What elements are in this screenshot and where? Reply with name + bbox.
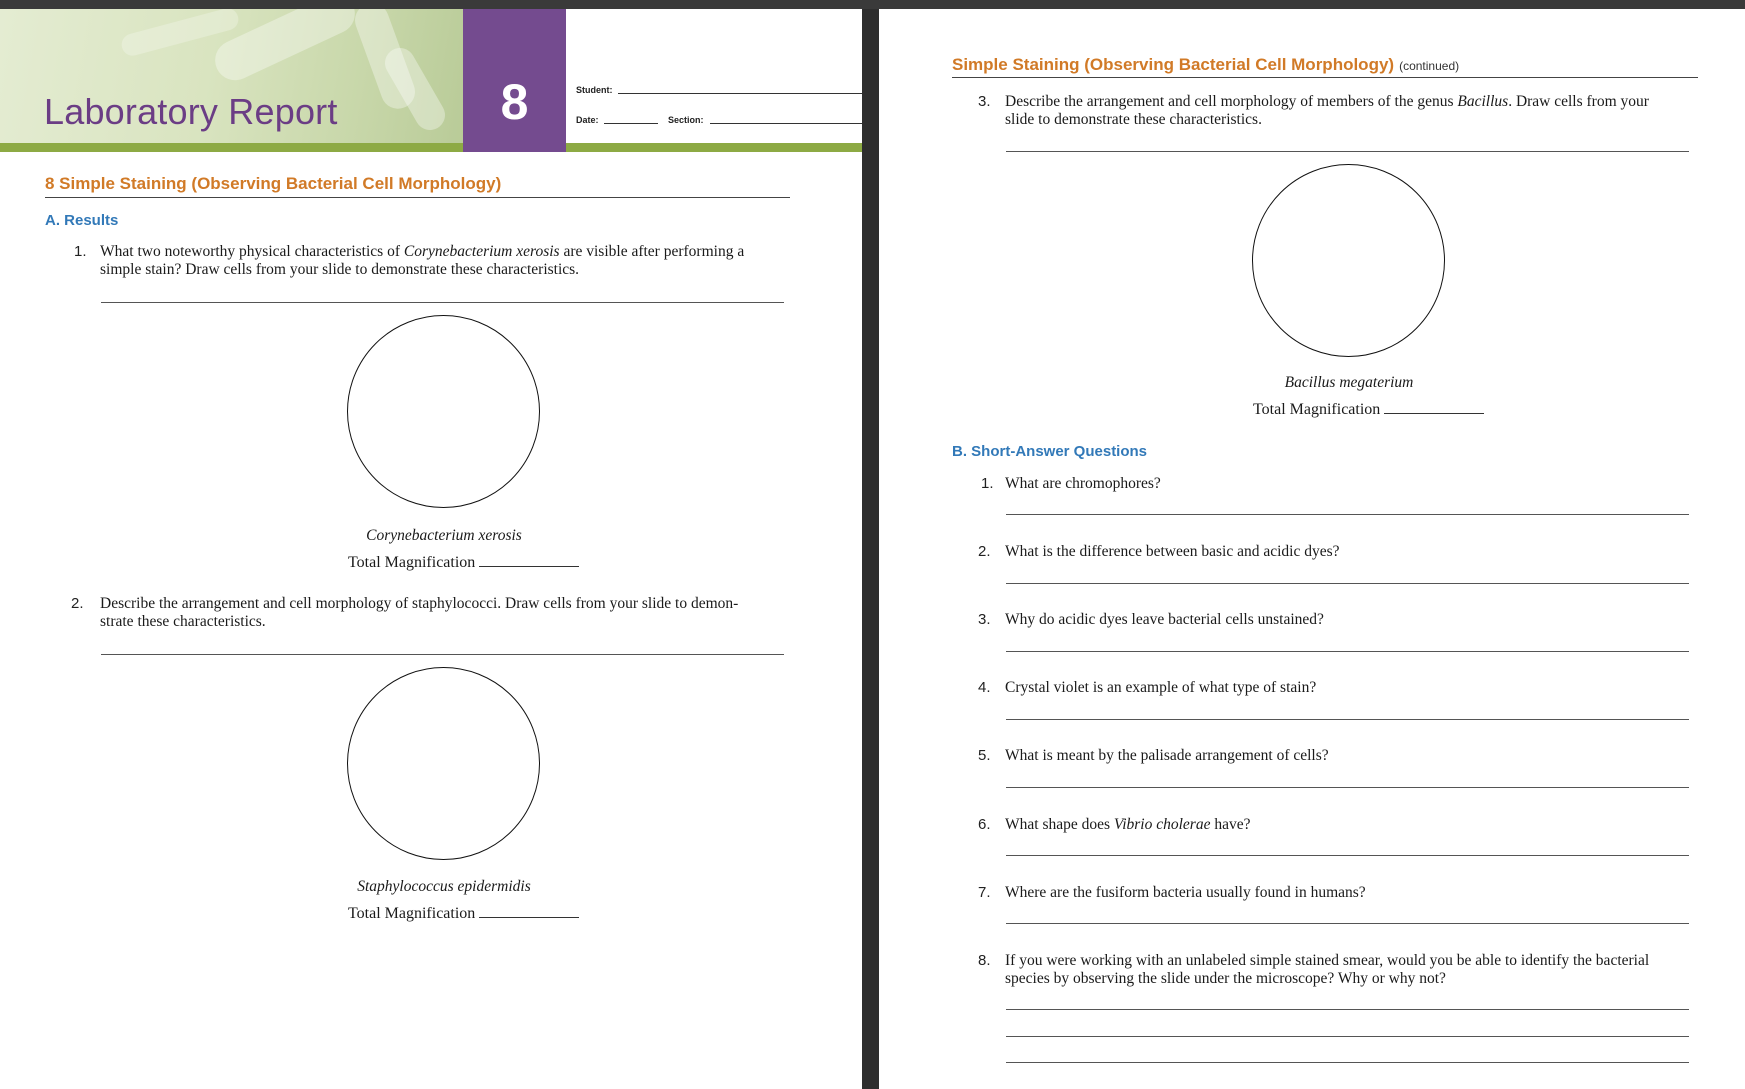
answer-line[interactable] bbox=[101, 302, 784, 303]
magnification-field[interactable] bbox=[1384, 412, 1484, 414]
question-number: 8. bbox=[978, 952, 991, 969]
question-number: 5. bbox=[978, 747, 991, 764]
question-text-part: have? bbox=[1210, 816, 1251, 833]
question-text bbox=[100, 243, 800, 279]
section-rule bbox=[45, 197, 790, 198]
continued-label: (continued) bbox=[1399, 59, 1460, 73]
question-text: What is the difference between basic and acidic dyes? bbox=[1005, 543, 1340, 560]
magnification-label: Total Magnification bbox=[348, 905, 476, 922]
question-text-part: strate these characteristics. bbox=[100, 613, 266, 630]
section-field[interactable] bbox=[710, 123, 862, 124]
question-text-part: If you were working with an unlabeled simple stained smear, would you be able to identify the bacterial bbox=[1005, 952, 1650, 969]
question-number: 6. bbox=[978, 816, 991, 833]
question-text-part: are visible after performing a bbox=[559, 243, 745, 260]
species-caption: Bacillus megaterium bbox=[1284, 374, 1414, 391]
question-text-part: What two noteworthy physical characteristics of bbox=[100, 243, 404, 260]
answer-line[interactable] bbox=[1006, 855, 1689, 856]
question-text-part: simple stain? Draw cells from your slide to demonstrate these characteristics. bbox=[100, 261, 580, 278]
answer-line[interactable] bbox=[1006, 151, 1689, 152]
chapter-number: 8 bbox=[500, 74, 529, 130]
question-text-part: species by observing the slide under the microscope? Why or why not? bbox=[1005, 970, 1446, 987]
magnification-row bbox=[1253, 401, 1484, 419]
answer-line[interactable] bbox=[1006, 1036, 1689, 1037]
student-field[interactable] bbox=[618, 93, 862, 94]
section-rule bbox=[952, 77, 1698, 78]
organism-name: Bacillus bbox=[1457, 93, 1509, 110]
section-title-text: Simple Staining (Observing Bacterial Cell Morphology) bbox=[952, 55, 1395, 74]
question-text bbox=[1005, 93, 1725, 129]
date-field[interactable] bbox=[604, 123, 658, 124]
species-caption: Staphylococcus epidermidis bbox=[357, 878, 531, 895]
question-number: 3. bbox=[978, 611, 991, 628]
question-number: 2. bbox=[978, 543, 991, 560]
magnification-field[interactable] bbox=[479, 565, 579, 567]
student-label: Student: bbox=[576, 85, 613, 95]
answer-line[interactable] bbox=[1006, 583, 1689, 584]
results-heading: A. Results bbox=[45, 212, 119, 229]
drawing-circle[interactable] bbox=[347, 667, 540, 860]
question-number: 4. bbox=[978, 679, 991, 696]
question-text bbox=[1005, 816, 1705, 834]
header-accent-bar bbox=[0, 143, 463, 152]
question-text-part: Describe the arrangement and cell morphology of staphylococci. Draw cells from your slide to demon- bbox=[100, 595, 739, 612]
magnification-row bbox=[348, 554, 579, 572]
answer-line[interactable] bbox=[1006, 514, 1689, 515]
drawing-circle[interactable] bbox=[1252, 164, 1445, 357]
question-number: 1. bbox=[74, 243, 87, 260]
magnification-label: Total Magnification bbox=[1253, 401, 1381, 418]
organism-name: Corynebacterium xerosis bbox=[403, 243, 560, 260]
question-text-part: slide to demonstrate these characteristics. bbox=[1005, 111, 1262, 128]
organism-name: Vibrio cholerae bbox=[1113, 816, 1211, 833]
left-page bbox=[0, 9, 862, 1089]
question-number: 2. bbox=[71, 595, 84, 612]
section-label: Section: bbox=[668, 115, 704, 125]
question-text-part: . Draw cells from your bbox=[1508, 93, 1649, 110]
question-number: 3. bbox=[978, 93, 991, 110]
question-text bbox=[100, 595, 820, 631]
answer-line[interactable] bbox=[1006, 787, 1689, 788]
short-answer-heading: B. Short-Answer Questions bbox=[952, 443, 1148, 460]
question-text: What are chromophores? bbox=[1005, 475, 1161, 492]
magnification-field[interactable] bbox=[479, 916, 579, 918]
species-caption: Corynebacterium xerosis bbox=[366, 527, 522, 544]
answer-line[interactable] bbox=[1006, 719, 1689, 720]
question-text-part: Describe the arrangement and cell morphology of members of the genus bbox=[1005, 93, 1458, 110]
answer-line[interactable] bbox=[1006, 923, 1689, 924]
question-text: Where are the fusiform bacteria usually found in humans? bbox=[1005, 884, 1366, 901]
section-title: 8 Simple Staining (Observing Bacterial Cell Morphology) bbox=[45, 174, 502, 193]
header-banner bbox=[0, 9, 463, 143]
answer-line[interactable] bbox=[1006, 651, 1689, 652]
question-number: 1. bbox=[981, 475, 994, 492]
question-text: Why do acidic dyes leave bacterial cells unstained? bbox=[1005, 611, 1324, 628]
drawing-circle[interactable] bbox=[347, 315, 540, 508]
answer-line[interactable] bbox=[1006, 1062, 1689, 1063]
question-number: 7. bbox=[978, 884, 991, 901]
chapter-box bbox=[463, 9, 566, 152]
date-label: Date: bbox=[576, 115, 599, 125]
answer-line[interactable] bbox=[1006, 1009, 1689, 1010]
question-text-part: What shape does bbox=[1005, 816, 1114, 833]
header-accent-bar bbox=[566, 143, 862, 152]
section-title bbox=[952, 55, 1459, 75]
magnification-row bbox=[348, 905, 579, 923]
question-text: Crystal violet is an example of what type of stain? bbox=[1005, 679, 1317, 696]
magnification-label: Total Magnification bbox=[348, 554, 476, 571]
question-text bbox=[1005, 952, 1745, 988]
answer-line[interactable] bbox=[101, 654, 784, 655]
question-text: What is meant by the palisade arrangement of cells? bbox=[1005, 747, 1329, 764]
report-title: Laboratory Report bbox=[44, 91, 338, 132]
right-page bbox=[879, 9, 1745, 1089]
page-gutter bbox=[862, 9, 879, 1089]
